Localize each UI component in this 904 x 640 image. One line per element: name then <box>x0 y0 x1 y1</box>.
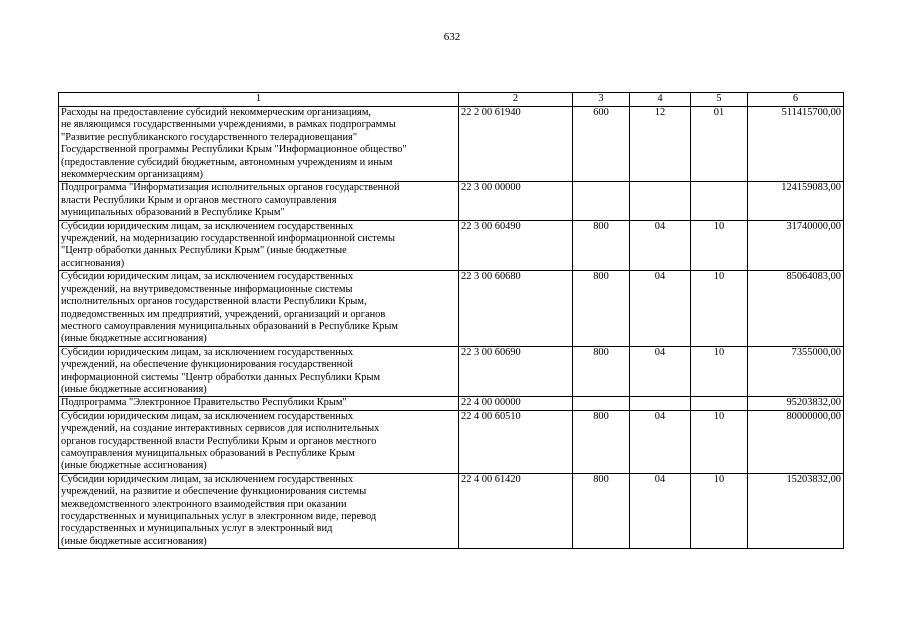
row-amount: 124159083,00 <box>748 182 844 220</box>
row-subsection <box>691 397 748 410</box>
row-target-code: 22 4 00 61420 <box>459 473 573 548</box>
row-description: Подпрограмма "Электронное Правительство Республики Крым" <box>59 397 459 410</box>
row-target-code: 22 2 00 61940 <box>459 107 573 182</box>
table-row <box>59 346 844 397</box>
row-amount: 31740000,00 <box>748 220 844 271</box>
table-header <box>59 93 844 107</box>
row-amount: 80000000,00 <box>748 410 844 473</box>
row-target-code: 22 3 00 00000 <box>459 182 573 220</box>
header-col-2: 2 <box>459 93 573 107</box>
row-target-code: 22 3 00 60680 <box>459 271 573 346</box>
row-description: Субсидии юридическим лицам, за исключением государственных учреждений, на модернизацию государственной информационной системы "Центр обработки данных Республики Крым" (иные бюджетные ассигнования) <box>59 220 459 271</box>
header-col-3: 3 <box>573 93 630 107</box>
table-row <box>59 410 844 473</box>
row-subsection: 10 <box>691 271 748 346</box>
table-body <box>59 107 844 549</box>
header-col-5: 5 <box>691 93 748 107</box>
row-target-code: 22 3 00 60490 <box>459 220 573 271</box>
row-expense-type <box>573 397 630 410</box>
row-expense-type: 800 <box>573 410 630 473</box>
header-row <box>59 93 844 107</box>
row-subsection <box>691 182 748 220</box>
row-expense-type: 800 <box>573 473 630 548</box>
row-expense-type: 800 <box>573 346 630 397</box>
row-section: 04 <box>630 473 691 548</box>
row-subsection: 10 <box>691 410 748 473</box>
row-section: 04 <box>630 346 691 397</box>
row-amount: 511415700,00 <box>748 107 844 182</box>
row-description: Субсидии юридическим лицам, за исключением государственных учреждений, на развитие и обеспечение функционирования системы межведомственного электронного взаимодействия при оказании государственных и муниципальных услуг в электронном виде, перевод государственных и муниципальных услуг в электронный вид (иные бюджетные ассигнования) <box>59 473 459 548</box>
page-number: 632 <box>443 31 461 43</box>
row-expense-type: 800 <box>573 220 630 271</box>
table-row <box>59 271 844 346</box>
row-amount: 15203832,00 <box>748 473 844 548</box>
row-section <box>630 397 691 410</box>
row-amount: 95203832,00 <box>748 397 844 410</box>
row-expense-type <box>573 182 630 220</box>
row-subsection: 10 <box>691 220 748 271</box>
row-description: Расходы на предоставление субсидий некоммерческим организациям, не являющимся государственными учреждениями, в рамках подпрограммы "Развитие республиканского государственного телерадиовещания" Государственной программы Республики Крым "Информационное общество" (предоставление субсидий бюджетным, автономным учреждениям и иным некоммерческим организациям) <box>59 107 459 182</box>
row-expense-type: 600 <box>573 107 630 182</box>
row-amount: 7355000,00 <box>748 346 844 397</box>
row-amount: 85064083,00 <box>748 271 844 346</box>
row-target-code: 22 4 00 60510 <box>459 410 573 473</box>
row-description: Субсидии юридическим лицам, за исключением государственных учреждений, на внутриведомственные информационные системы исполнительных органов государственной власти Республики Крым, подведомственных им предприятий, учреждений, организаций и органов местного самоуправления муниципальных образований в Республике Крым (иные бюджетные ассигнования) <box>59 271 459 346</box>
row-target-code: 22 3 00 60690 <box>459 346 573 397</box>
table-row <box>59 182 844 220</box>
row-subsection: 01 <box>691 107 748 182</box>
table-row <box>59 397 844 410</box>
table-row <box>59 107 844 182</box>
budget-table <box>58 92 844 549</box>
table-row <box>59 473 844 548</box>
row-description: Подпрограмма "Информатизация исполнительных органов государственной власти Республики Крым и органов местного самоуправления муниципальных образований в Республике Крым" <box>59 182 459 220</box>
header-col-6: 6 <box>748 93 844 107</box>
header-col-4: 4 <box>630 93 691 107</box>
row-description: Субсидии юридическим лицам, за исключением государственных учреждений, на создание интерактивных сервисов для исполнительных органов государственной власти Республики Крым и органов местного самоуправления муниципальных образований в Республике Крым (иные бюджетные ассигнования) <box>59 410 459 473</box>
row-section: 12 <box>630 107 691 182</box>
header-col-1: 1 <box>59 93 459 107</box>
row-subsection: 10 <box>691 346 748 397</box>
table-row <box>59 220 844 271</box>
row-section <box>630 182 691 220</box>
row-section: 04 <box>630 271 691 346</box>
row-target-code: 22 4 00 00000 <box>459 397 573 410</box>
row-section: 04 <box>630 220 691 271</box>
row-description: Субсидии юридическим лицам, за исключением государственных учреждений, на обеспечение функционирования государственной информационной системы "Центр обработки данных Республики Крым (иные бюджетные ассигнования) <box>59 346 459 397</box>
row-section: 04 <box>630 410 691 473</box>
row-expense-type: 800 <box>573 271 630 346</box>
row-subsection: 10 <box>691 473 748 548</box>
